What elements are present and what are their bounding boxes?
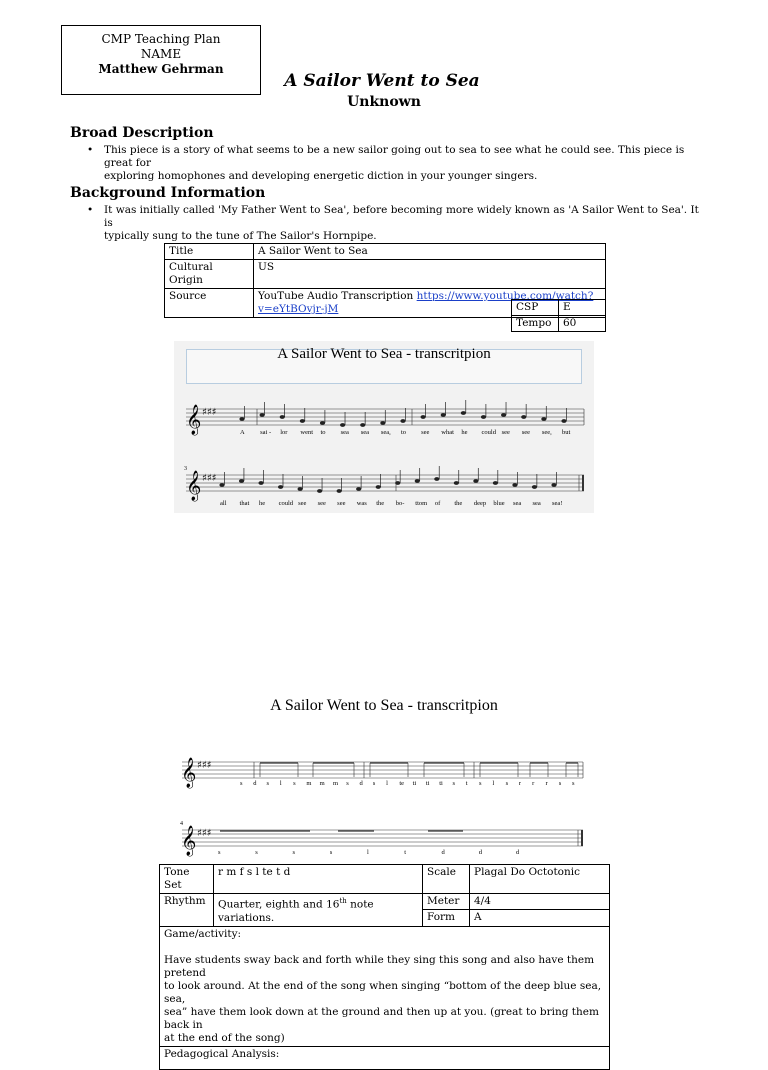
note-head [501,413,506,417]
key-signature-icon-4: ♯♯♯ [197,828,212,839]
tone-set-label: Tone Set [160,865,214,894]
solfege-syllable: r [545,780,548,787]
treble-clef-icon-3: 𝄞 [181,758,197,788]
note-head [512,483,517,487]
game-line-4: at the end of the song) [164,1031,285,1044]
note-head [395,481,400,485]
score2-solfege-line-2 [178,849,588,859]
header-name-label: NAME [140,47,182,61]
solfege-syllable: s [452,780,455,787]
origin-label: Cultural Origin [165,260,254,289]
lyric-syllable: to [320,429,326,436]
note-head [541,417,546,421]
game-line-1: Have students sway back and forth while they sing this song and also have them pretend [164,953,595,979]
solfege-syllable: s [479,780,482,787]
note-head [400,419,405,423]
note-head [481,415,486,419]
solfege-syllable: m [332,780,339,787]
note-head [337,489,342,493]
solfege-syllable: ti [439,780,443,787]
score1-notes-2 [219,466,556,493]
treble-clef-icon-2: 𝄞 [186,471,202,501]
lyric-syllable: deep [473,500,487,507]
score2-staff [178,750,588,865]
lyric-syllable: he [259,500,266,507]
game-activity-cell [160,926,610,1046]
solfege-syllable: d [441,849,445,856]
solfege-syllable: s [372,780,376,787]
solfege-syllable: s [558,780,562,787]
background-line-1: • It was initially called 'My Father Went to Sea', before becoming more widely known as 'A Sailor Went to Sea'. It is [104,204,699,229]
tempo-value: 60 [559,316,606,332]
pedagogical-cell [160,1046,610,1069]
background-bullet [104,204,704,243]
note-head [415,479,420,483]
solfege-syllable: m [306,780,312,787]
lyric-syllable: all [220,500,227,507]
note-head [258,481,263,485]
score2-beams [220,763,578,831]
note-head [441,413,446,417]
treble-clef-icon: 𝄞 [186,405,202,435]
source-link[interactable]: https://www.youtube.com/watch? v=eYtBOvjr-jM [258,290,594,315]
lyric-syllable: but [562,429,571,436]
note-head [454,481,459,485]
score2-solfege-line-1 [178,780,588,790]
note-head [521,415,526,419]
rhythm-value: Quarter, eighth and 16th note variations. [214,894,423,927]
note-head [239,479,244,483]
lyric-syllable: sea! [552,500,563,507]
note-head [239,417,244,421]
background-line-2: typically sung to the tune of The Sailor's Hornpipe. [104,230,377,242]
lyric-syllable: could [481,429,496,436]
note-head [380,421,385,425]
score1-lyrics-line-2 [174,500,594,510]
note-head [219,483,224,487]
lyric-syllable: lor [280,429,288,436]
note-head [340,423,345,427]
note-head [278,485,283,489]
lyric-syllable: to [401,429,407,436]
lyric-syllable: he [461,429,468,436]
solfege-syllable: s [329,849,333,856]
csp-label: CSP [512,300,559,316]
note-head [280,415,285,419]
meter-label: Meter [423,894,470,910]
treble-clef-icon-4: 𝄞 [181,826,197,856]
lyric-syllable: see [337,500,346,507]
score1-notes [239,400,566,427]
lyric-syllable: see [317,500,326,507]
lyric-syllable: see [298,500,307,507]
source-text: YouTube Audio Transcription [258,290,417,302]
meter-value: 4/4 [470,894,610,910]
note-head [320,421,325,425]
note-head [434,477,439,481]
game-line-3: sea” have them look down at the ground and then up at you. (great to bring them back in [164,1005,599,1031]
lyric-syllable: could [278,500,294,507]
lyric-syllable: see [501,429,510,436]
lyric-syllable: sea [340,429,349,436]
solfege-syllable: d [253,780,257,787]
solfege-syllable: s [240,780,243,787]
note-head [360,423,365,427]
lyric-syllable: sea [532,500,541,507]
game-activity-label: Game/activity: [164,927,242,940]
solfege-syllable: s [293,780,296,787]
solfege-syllable: t [404,849,407,856]
key-signature-icon-2: ♯♯♯ [202,473,217,484]
solfege-syllable: ti [412,780,417,787]
lyric-syllable: of [434,500,441,507]
solfege-syllable: d [516,849,520,856]
score2-title: A Sailor Went to Sea - transcritpion [270,697,498,714]
note-head [356,487,361,491]
lyric-syllable: see, [541,429,552,436]
lyric-syllable: the [376,500,385,507]
solfege-syllable: s [572,780,575,787]
broad-description-bullet [104,144,704,183]
note-head [493,481,498,485]
form-value: A [470,910,610,926]
solfege-syllable: s [255,849,258,856]
measure-number: 3 [184,466,187,472]
lyric-syllable: see [421,429,430,436]
solfege-syllable: r [518,780,522,787]
csp-tempo-table [511,299,606,332]
lyric-syllable: sea, [380,429,391,436]
csp-value: E [559,300,606,316]
note-head [376,485,381,489]
title-label: Title [165,244,254,260]
solfege-syllable: l [367,849,369,856]
game-line-2: to look around. At the end of the song when singing “bottom of the deep blue sea, sea, [164,979,602,1005]
background-heading: Background Information [70,185,266,201]
pedagogical-label: Pedagogical Analysis: [164,1047,280,1060]
score1-staff [174,341,594,513]
lyric-syllable: that [239,500,250,507]
rhythm-label: Rhythm [160,894,214,927]
header-name-value: Matthew Gehrman [98,62,224,76]
solfege-syllable: s [266,780,270,787]
solfege-syllable: s [292,849,296,856]
solfege-syllable: d [478,849,482,856]
plan-table [159,864,610,1070]
solfege-syllable: m [319,780,325,787]
note-head [298,487,303,491]
lyric-syllable: blue [493,500,505,507]
note-head [532,485,537,489]
solfege-syllable: l [386,780,388,787]
lyric-syllable: bo- [395,500,405,507]
lyric-syllable: was [356,500,367,507]
note-head [260,413,265,417]
broad-line-2: exploring homophones and developing energetic diction in your younger singers. [104,170,538,182]
note-head [561,419,566,423]
solfege-syllable: r [532,780,535,787]
lyric-syllable: A [240,429,245,436]
score1-lyrics-line-1 [174,429,594,439]
lyric-syllable: went [300,429,314,436]
solfege-syllable: l [492,780,495,787]
solfege-syllable: d [359,780,363,787]
lyric-syllable: sai - [260,429,272,436]
solfege-syllable: ti [425,780,430,787]
note-head [421,415,426,419]
solfege-syllable: s [346,780,349,787]
solfege-syllable: l [279,780,282,787]
key-signature-icon: ♯♯♯ [202,407,217,418]
form-label: Form [423,910,470,926]
lyric-syllable: ttom [415,500,428,507]
page-subtitle: Unknown [347,94,421,110]
origin-value: US [254,260,606,289]
scale-value: Plagal Do Octotonic [470,865,610,894]
key-signature-icon-3: ♯♯♯ [197,760,212,771]
broad-description-heading: Broad Description [70,125,214,141]
tempo-label: Tempo [512,316,559,332]
measure-number-2: 4 [180,821,183,827]
title-value: A Sailor Went to Sea [254,244,606,260]
lyric-syllable: see [521,429,531,436]
source-label: Source [165,289,254,318]
solfege-syllable: s [218,849,221,856]
broad-line-1: • This piece is a story of what seems to be a new sailor going out to sea to see what he could see. This piece is great for [104,144,685,169]
lyric-syllable: sea [512,500,522,507]
lyric-syllable: the [454,500,463,507]
solfege-syllable: s [505,780,509,787]
lyric-syllable: sea [360,429,370,436]
note-head [551,483,556,487]
lyric-syllable: what [441,429,454,436]
note-head [300,419,305,423]
solfege-syllable: t [465,780,468,787]
page-title: A Sailor Went to Sea [284,71,480,91]
tone-set-value: r m f s l te t d [214,865,423,894]
header-plan-label: CMP Teaching Plan [101,32,221,46]
solfege-syllable: te [399,780,405,787]
note-head [473,479,478,483]
note-head [461,411,466,415]
scale-label: Scale [423,865,470,894]
note-head [317,489,322,493]
score1-title: A Sailor Went to Sea - transcritpion [277,346,491,362]
